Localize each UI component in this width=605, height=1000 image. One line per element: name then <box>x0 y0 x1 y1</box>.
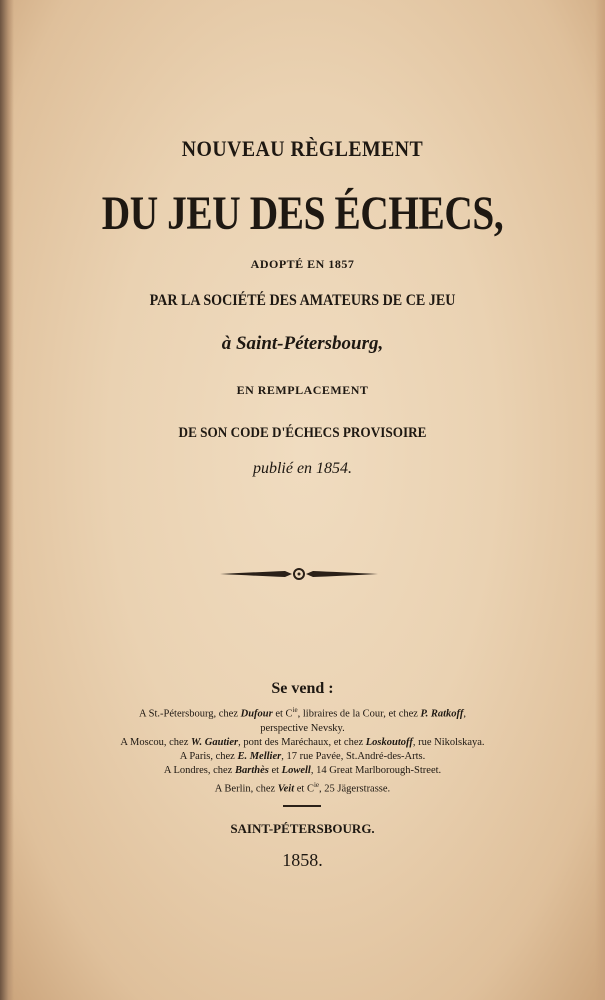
society-line: PAR LA SOCIÉTÉ DES AMATEURS DE CE JEU <box>149 292 456 309</box>
adopted-line: ADOPTÉ EN 1857 <box>250 257 355 271</box>
place-line: à Saint-Pétersbourg, <box>221 333 384 354</box>
seller-text: , <box>463 708 466 720</box>
imprint-year: 1858. <box>282 850 323 870</box>
title-line-1: NOUVEAU RÈGLEMENT <box>181 136 424 161</box>
seller-line <box>0 703 605 722</box>
bookseller-name: Barthès <box>234 764 269 776</box>
sellers-list <box>0 703 605 796</box>
seller-text: ie <box>292 706 298 714</box>
seller-text: et C <box>272 708 293 720</box>
seller-line <box>0 778 605 797</box>
seller-line <box>0 764 605 778</box>
code-line: DE SON CODE D'ÉCHECS PROVISOIRE <box>178 425 427 441</box>
divider-rule <box>283 805 321 807</box>
bookseller-name: W. Gautier <box>191 736 239 748</box>
bookseller-name: P. Ratkoff <box>420 708 464 720</box>
bookseller-name: Loskoutoff <box>365 736 413 748</box>
seller-text: et <box>268 764 282 776</box>
bookseller-name: E. Mellier <box>237 750 282 762</box>
published-line: publié en 1854. <box>252 460 353 477</box>
seller-text: , 17 rue Pavée, St.André-des-Arts. <box>281 750 426 762</box>
imprint-city: SAINT-PÉTERSBOURG. <box>230 821 375 836</box>
seller-text: ie <box>313 780 320 789</box>
bookseller-name: Dufour <box>240 708 273 720</box>
seller-text: A Paris, chez <box>179 750 238 762</box>
bookseller-name: Veit <box>277 783 295 794</box>
se-vend-heading: Se vend : <box>271 680 334 697</box>
seller-line <box>0 750 605 764</box>
seller-text: A Londres, chez <box>163 764 235 776</box>
seller-text: , pont des Maréchaux, et chez <box>238 736 366 748</box>
seller-text: , 25 Jägerstrasse. <box>319 783 391 794</box>
seller-text: , libraires de la Cour, et chez <box>297 708 421 720</box>
seller-text: A Moscou, chez <box>120 736 191 748</box>
seller-text: et C <box>294 783 314 794</box>
seller-line <box>0 722 605 736</box>
ornament-divider-icon <box>220 566 378 582</box>
bookseller-name: Lowell <box>281 764 311 776</box>
replacement-line: EN REMPLACEMENT <box>236 383 369 397</box>
seller-text: , rue Nikolskaya. <box>412 736 485 748</box>
seller-line <box>0 736 605 750</box>
main-title: DU JEU DES ÉCHECS, <box>101 187 504 240</box>
seller-text: A Berlin, chez <box>214 783 278 794</box>
seller-text: A St.-Pétersbourg, chez <box>139 708 241 720</box>
seller-text: , 14 Great Marlborough-Street. <box>310 764 442 776</box>
seller-text: perspective Nevsky. <box>260 722 345 734</box>
